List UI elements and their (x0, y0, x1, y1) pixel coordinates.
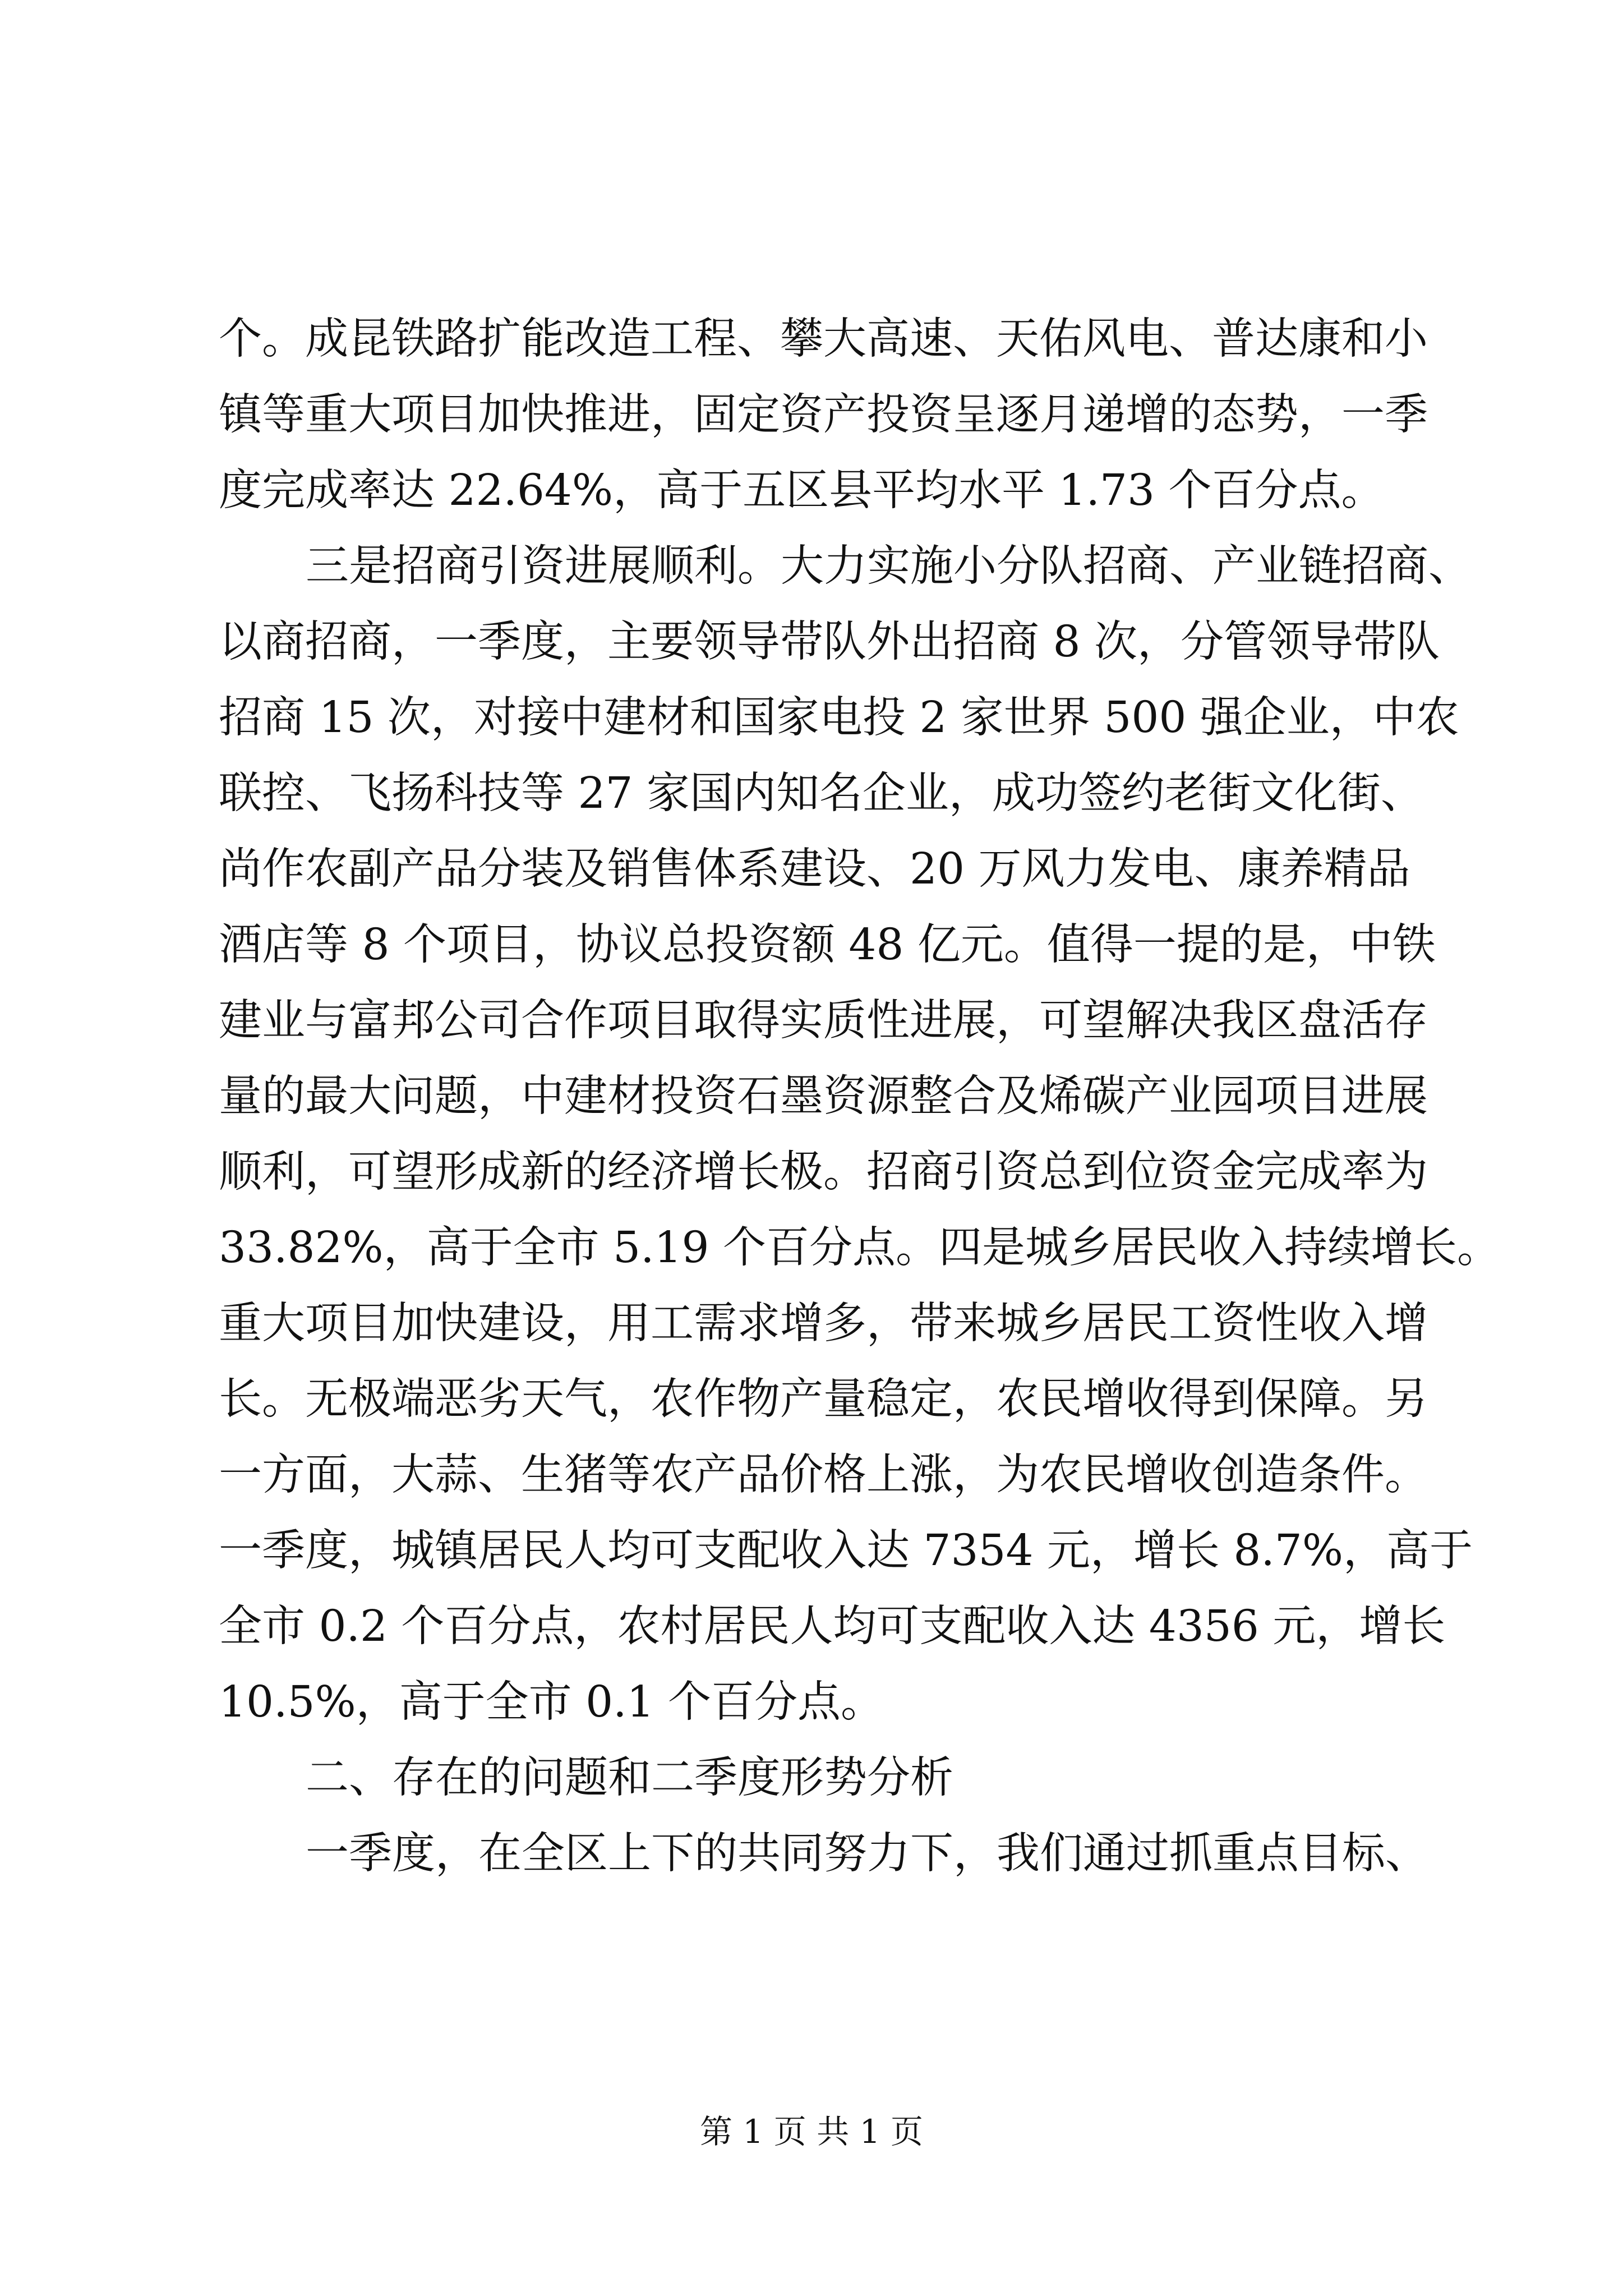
text-line: 建业与富邦公司合作项目取得实质性进展，可望解决我区盘活存 (219, 996, 1428, 1046)
paragraph-start-line: 三是招商引资进展顺利。大力实施小分队招商、产业链招商、 (306, 541, 1472, 591)
text-line: 33.82%，高于全市 5.19 个百分点。四是城乡居民收入持续增长。 (219, 1223, 1500, 1273)
text-line: 度完成率达 22.64%，高于五区县平均水平 1.73 个百分点。 (219, 466, 1385, 516)
text-line: 以商招商，一季度，主要领导带队外出招商 8 次，分管领导带队 (219, 617, 1440, 667)
text-line: 联控、飞扬科技等 27 家国内知名企业，成功签约老街文化街、 (219, 769, 1424, 818)
text-line: 一方面，大蒜、生猪等农产品价格上涨，为农民增收创造条件。 (219, 1450, 1428, 1500)
section-heading: 二、存在的问题和二季度形势分析 (306, 1753, 953, 1803)
text-line: 招商 15 次，对接中建材和国家电投 2 家世界 500 强企业，中农 (219, 693, 1459, 743)
text-line: 镇等重大项目加快推进，固定资产投资呈逐月递增的态势，一季 (219, 390, 1428, 440)
paragraph-start-line: 一季度，在全区上下的共同努力下，我们通过抓重点目标、 (306, 1829, 1428, 1879)
text-line: 尚作农副产品分装及销售体系建设、20 万风力发电、康养精品 (219, 844, 1410, 894)
text-line: 重大项目加快建设，用工需求增多，带来城乡居民工资性收入增 (219, 1299, 1428, 1349)
text-line: 酒店等 8 个项目，协议总投资额 48 亿元。值得一提的是，中铁 (219, 920, 1436, 970)
page-footer: 第 1 页 共 1 页 (700, 2113, 923, 2151)
text-line: 顺利，可望形成新的经济增长极。招商引资总到位资金完成率为 (219, 1147, 1428, 1197)
text-line: 个。成昆铁路扩能改造工程、攀大高速、天佑风电、普达康和小 (219, 314, 1428, 364)
text-line: 长。无极端恶劣天气，农作物产量稳定，农民增收得到保障。另 (219, 1374, 1428, 1424)
text-line: 量的最大问题，中建材投资石墨资源整合及烯碳产业园项目进展 (219, 1071, 1428, 1121)
text-line: 一季度，城镇居民人均可支配收入达 7354 元，增长 8.7%，高于 (219, 1526, 1473, 1576)
text-line: 全市 0.2 个百分点，农村居民人均可支配收入达 4356 元，增长 (219, 1602, 1446, 1651)
text-line: 10.5%，高于全市 0.1 个百分点。 (219, 1677, 884, 1727)
